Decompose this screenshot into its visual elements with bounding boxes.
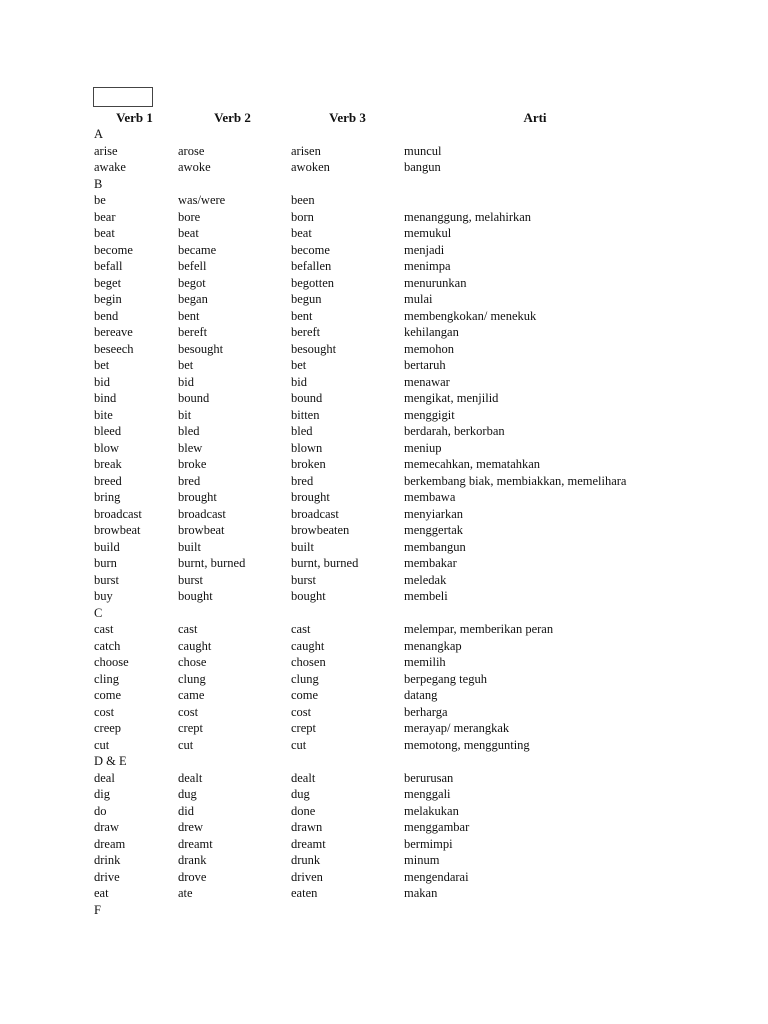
table-row: [0, 522, 768, 539]
table-row: [0, 836, 768, 853]
arti-cell: mulai: [404, 292, 433, 306]
verb1-cell: come: [94, 688, 122, 702]
verb-table: [0, 126, 768, 918]
verb1-cell: browbeat: [94, 523, 141, 537]
verb1-cell: arise: [94, 143, 118, 158]
arti-cell: membeli: [404, 589, 448, 603]
verb3-cell: chosen: [291, 655, 326, 669]
verb3-cell: caught: [291, 638, 325, 653]
verb1-cell: buy: [94, 589, 113, 603]
table-row: [0, 440, 768, 457]
verb3-cell: bitten: [291, 407, 320, 422]
verb2-cell: awoke: [178, 160, 211, 174]
arti-cell: mengikat, menjilid: [404, 391, 499, 405]
table-row: [0, 869, 768, 886]
verb3-cell: dreamt: [291, 836, 326, 851]
verb1-cell: broadcast: [94, 506, 142, 521]
verb2-cell: came: [178, 688, 205, 702]
verb2-cell: brought: [178, 490, 217, 504]
table-row: [0, 407, 768, 424]
verb3-cell: blown: [291, 440, 323, 455]
verb1-cell: beat: [94, 226, 115, 240]
verb1-cell: bite: [94, 407, 113, 422]
table-row: [0, 225, 768, 242]
verb2-cell: bereft: [178, 325, 208, 339]
verb3-cell: bid: [291, 374, 307, 389]
verb2-cell: beat: [178, 226, 199, 240]
table-row: [0, 819, 768, 836]
section-heading: [0, 753, 768, 770]
verb1-cell: bring: [94, 490, 121, 504]
verb2-cell: clung: [178, 671, 206, 686]
verb2-cell: built: [178, 539, 201, 554]
verb1-cell: creep: [94, 721, 122, 735]
verb3-cell: driven: [291, 869, 323, 884]
verb3-cell: born: [291, 209, 314, 224]
verb2-cell: began: [178, 292, 208, 306]
table-row: [0, 885, 768, 902]
verb3-cell: brought: [291, 490, 330, 504]
verb2-cell: dug: [178, 787, 197, 801]
verb1-cell: cut: [94, 737, 110, 752]
verb1-cell: become: [94, 242, 133, 257]
verb3-cell: come: [291, 688, 319, 702]
verb3-cell: bred: [291, 473, 314, 488]
table-row: [0, 423, 768, 440]
verb2-cell: bet: [178, 358, 194, 372]
verb3-cell: browbeaten: [291, 523, 350, 537]
arti-cell: menurunkan: [404, 275, 467, 290]
arti-cell: menggali: [404, 787, 451, 801]
arti-cell: bangun: [404, 160, 441, 174]
table-row: [0, 704, 768, 721]
verb3-cell: arisen: [291, 143, 321, 158]
table-row: [0, 473, 768, 490]
table-row: [0, 308, 768, 325]
verb3-cell: befallen: [291, 259, 332, 273]
header-verb2: Verb 2: [214, 110, 251, 125]
verb1-cell: break: [94, 457, 122, 471]
table-row: [0, 654, 768, 671]
verb2-cell: did: [178, 803, 194, 818]
verb1-cell: cast: [94, 622, 114, 636]
arti-cell: merayap/ merangkak: [404, 721, 510, 735]
table-row: [0, 192, 768, 209]
arti-cell: melempar, memberikan peran: [404, 622, 554, 636]
selected-cell-box[interactable]: [93, 87, 153, 107]
verb2-cell: burst: [178, 572, 203, 587]
verb2-cell: blew: [178, 440, 203, 455]
table-row: [0, 638, 768, 655]
arti-cell: menanggung, melahirkan: [404, 209, 532, 224]
verb1-cell: awake: [94, 160, 126, 174]
verb3-cell: burnt, burned: [291, 556, 359, 570]
table-row: [0, 242, 768, 259]
table-row: [0, 671, 768, 688]
section-letter: C: [94, 605, 103, 620]
verb3-cell: eaten: [291, 886, 318, 900]
verb2-cell: bought: [178, 589, 213, 603]
verb3-cell: clung: [291, 671, 319, 686]
arti-cell: memilih: [404, 655, 446, 669]
verb3-cell: awoken: [291, 160, 330, 174]
verb3-cell: bet: [291, 358, 307, 372]
verb1-cell: bid: [94, 374, 110, 389]
verb2-cell: bore: [178, 209, 201, 224]
verb1-cell: breed: [94, 473, 122, 488]
table-row: [0, 720, 768, 737]
verb1-cell: blow: [94, 440, 119, 455]
verb2-cell: drank: [178, 853, 207, 867]
verb2-cell: became: [178, 242, 217, 257]
verb2-cell: burnt, burned: [178, 556, 246, 570]
verb3-cell: beat: [291, 226, 312, 240]
section-heading: [0, 902, 768, 919]
verb1-cell: bet: [94, 358, 110, 372]
verb3-cell: begotten: [291, 275, 335, 290]
table-row: [0, 621, 768, 638]
verb2-cell: drove: [178, 869, 207, 884]
arti-cell: memotong, menggunting: [404, 737, 530, 752]
verb2-cell: bit: [178, 407, 192, 422]
verb2-cell: bent: [178, 308, 200, 323]
table-row: [0, 357, 768, 374]
section-heading: [0, 126, 768, 143]
verb2-cell: dreamt: [178, 836, 213, 851]
arti-cell: berurusan: [404, 770, 454, 785]
verb3-cell: cast: [291, 622, 311, 636]
verb3-cell: burst: [291, 572, 316, 587]
verb1-cell: befall: [94, 259, 123, 273]
verb2-cell: begot: [178, 275, 206, 290]
table-row: [0, 489, 768, 506]
arti-cell: memohon: [404, 341, 454, 356]
verb2-cell: ate: [178, 886, 193, 900]
header-verb3: Verb 3: [329, 110, 366, 125]
verb3-cell: cost: [291, 704, 312, 719]
section-heading: [0, 176, 768, 193]
verb2-cell: arose: [178, 143, 205, 158]
table-row: [0, 737, 768, 754]
table-row: [0, 539, 768, 556]
verb3-cell: bound: [291, 391, 323, 405]
table-row: [0, 852, 768, 869]
arti-cell: bermimpi: [404, 836, 453, 851]
verb3-cell: done: [291, 803, 316, 818]
verb1-cell: begin: [94, 292, 122, 306]
arti-cell: memukul: [404, 226, 452, 240]
verb3-cell: bent: [291, 308, 313, 323]
verb3-cell: besought: [291, 341, 337, 356]
section-letter: D & E: [94, 754, 127, 768]
arti-cell: membakar: [404, 556, 457, 570]
table-row: [0, 555, 768, 572]
arti-cell: kehilangan: [404, 325, 459, 339]
arti-cell: menangkap: [404, 638, 462, 653]
arti-cell: menimpa: [404, 259, 451, 273]
verb2-cell: broke: [178, 457, 207, 471]
table-row: [0, 159, 768, 176]
verb2-cell: broadcast: [178, 506, 226, 521]
verb1-cell: catch: [94, 638, 121, 653]
verb1-cell: bleed: [94, 424, 122, 438]
arti-cell: minum: [404, 853, 440, 867]
table-row: [0, 291, 768, 308]
verb2-cell: cast: [178, 622, 198, 636]
verb2-cell: bid: [178, 374, 194, 389]
verb2-cell: chose: [178, 655, 207, 669]
verb1-cell: deal: [94, 770, 115, 785]
verb1-cell: choose: [94, 655, 129, 669]
arti-cell: makan: [404, 886, 438, 900]
table-row: [0, 770, 768, 787]
table-row: [0, 506, 768, 523]
header-arti: Arti: [523, 110, 547, 125]
arti-cell: memecahkan, mematahkan: [404, 457, 541, 471]
table-header: [0, 110, 768, 126]
section-heading: [0, 605, 768, 622]
table-row: [0, 341, 768, 358]
table-row: [0, 374, 768, 391]
arti-cell: berharga: [404, 704, 448, 719]
verb1-cell: build: [94, 539, 120, 554]
arti-cell: mengendarai: [404, 869, 469, 884]
arti-cell: meledak: [404, 572, 447, 587]
table-row: [0, 258, 768, 275]
verb1-cell: beseech: [94, 341, 134, 356]
verb1-cell: beget: [94, 275, 122, 290]
verb1-cell: bear: [94, 209, 116, 224]
verb3-cell: drawn: [291, 820, 323, 834]
verb1-cell: burst: [94, 572, 119, 587]
table-row: [0, 209, 768, 226]
verb3-cell: cut: [291, 737, 307, 752]
arti-cell: membangun: [404, 539, 466, 554]
arti-cell: melakukan: [404, 803, 459, 818]
arti-cell: menawar: [404, 374, 450, 389]
verb2-cell: drew: [178, 820, 203, 834]
verb1-cell: draw: [94, 820, 119, 834]
arti-cell: menjadi: [404, 242, 445, 257]
verb3-cell: been: [291, 193, 315, 207]
verb3-cell: broken: [291, 457, 326, 471]
verb1-cell: dig: [94, 787, 110, 801]
table-row: [0, 588, 768, 605]
verb1-cell: bind: [94, 391, 117, 405]
verb1-cell: cling: [94, 671, 119, 686]
verb2-cell: dealt: [178, 770, 203, 785]
verb2-cell: was/were: [178, 193, 226, 207]
table-row: [0, 786, 768, 803]
verb1-cell: do: [94, 803, 107, 818]
table-row: [0, 390, 768, 407]
arti-cell: menggigit: [404, 407, 455, 422]
verb3-cell: built: [291, 539, 314, 554]
verb2-cell: bled: [178, 424, 200, 438]
table-row: [0, 803, 768, 820]
verb3-cell: bereft: [291, 325, 321, 339]
verb2-cell: bound: [178, 391, 210, 405]
verb2-cell: cost: [178, 704, 199, 719]
verb1-cell: eat: [94, 886, 109, 900]
arti-cell: berkembang biak, membiakkan, memelihara: [404, 473, 627, 488]
table-row: [0, 687, 768, 704]
arti-cell: menggambar: [404, 820, 470, 834]
verb2-cell: besought: [178, 341, 224, 356]
verb3-cell: dug: [291, 787, 310, 801]
arti-cell: bertaruh: [404, 358, 446, 372]
arti-cell: menyiarkan: [404, 506, 464, 521]
arti-cell: meniup: [404, 440, 442, 455]
section-letter: B: [94, 176, 103, 191]
verb1-cell: drive: [94, 869, 120, 884]
table-row: [0, 324, 768, 341]
verb3-cell: crept: [291, 721, 316, 735]
verb3-cell: begun: [291, 292, 322, 306]
section-letter: A: [94, 127, 104, 141]
verb1-cell: bend: [94, 308, 119, 323]
table-row: [0, 275, 768, 292]
verb2-cell: browbeat: [178, 523, 225, 537]
arti-cell: menggertak: [404, 523, 464, 537]
verb3-cell: bled: [291, 424, 313, 438]
arti-cell: muncul: [404, 143, 442, 158]
verb3-cell: bought: [291, 589, 326, 603]
verb2-cell: bred: [178, 473, 201, 488]
verb1-cell: cost: [94, 704, 115, 719]
verb1-cell: bereave: [94, 325, 133, 339]
verb3-cell: broadcast: [291, 506, 339, 521]
table-row: [0, 456, 768, 473]
verb1-cell: burn: [94, 556, 117, 570]
table-row: [0, 572, 768, 589]
arti-cell: membawa: [404, 490, 456, 504]
verb1-cell: be: [94, 193, 106, 207]
verb2-cell: caught: [178, 638, 212, 653]
arti-cell: membengkokan/ menekuk: [404, 308, 537, 323]
verb3-cell: drunk: [291, 853, 321, 867]
header-verb1: Verb 1: [116, 110, 153, 125]
verb1-cell: dream: [94, 836, 126, 851]
verb2-cell: cut: [178, 737, 194, 752]
verb1-cell: drink: [94, 853, 121, 867]
arti-cell: berdarah, berkorban: [404, 424, 505, 438]
verb3-cell: become: [291, 242, 330, 257]
verb2-cell: crept: [178, 721, 203, 735]
arti-cell: berpegang teguh: [404, 671, 487, 686]
section-letter: F: [94, 902, 101, 917]
table-row: [0, 143, 768, 160]
arti-cell: datang: [404, 688, 438, 702]
verb3-cell: dealt: [291, 770, 316, 785]
verb2-cell: befell: [178, 259, 207, 273]
